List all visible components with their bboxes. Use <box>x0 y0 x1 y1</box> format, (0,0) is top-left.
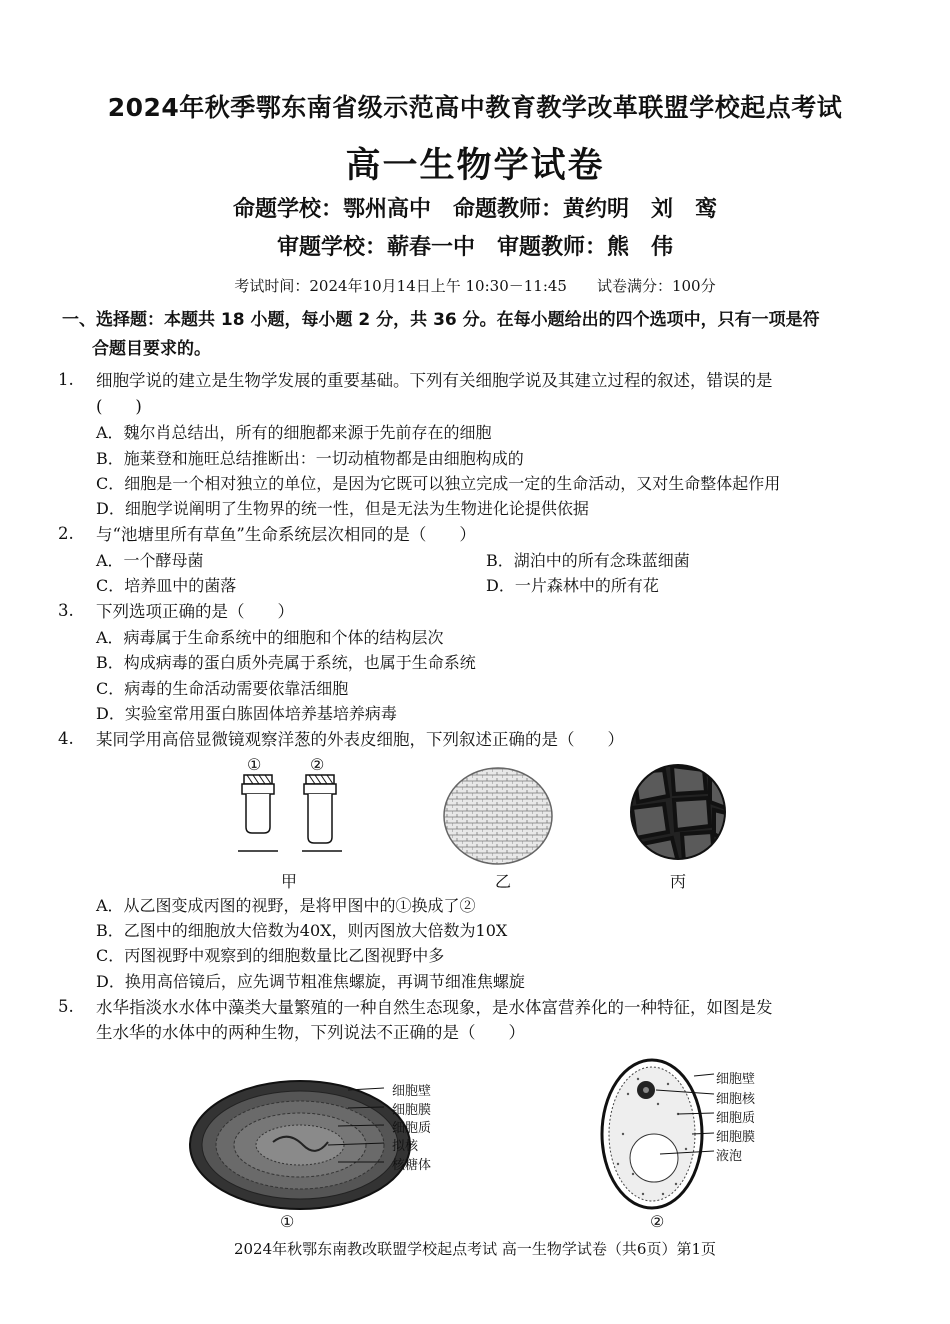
figure-label-bing: 丙 <box>670 872 687 891</box>
label-nucleoid: 拟核 <box>392 1139 419 1154</box>
figure-number-2: ② <box>650 1212 665 1231</box>
label-cell-membrane-2: 细胞膜 <box>716 1130 756 1145</box>
paper-subtitle: 高一生物学试卷 <box>345 146 605 186</box>
option: C．病毒的生命活动需要依靠活细胞 <box>96 679 349 698</box>
option: A．病毒属于生命系统中的细胞和个体的结构层次 <box>96 628 444 647</box>
section-heading <box>62 306 912 364</box>
figure-number-1: ① <box>280 1212 295 1231</box>
option: D．细胞学说阐明了生物界的统一性，但是无法为生物进化论提供依据 <box>96 499 589 518</box>
lens-label-1: ① <box>247 755 262 774</box>
question-number: 1. <box>58 370 74 389</box>
option: D．实验室常用蛋白胨固体培养基培养病毒 <box>96 704 397 723</box>
figure-label-yi: 乙 <box>495 872 512 891</box>
question-stem: 水华指淡水水体中藻类大量繁殖的一种自然生态现象，是水体富营养化的一种特征，如图是发 <box>96 998 773 1017</box>
question-stem: 与“池塘里所有草鱼”生命系统层次相同的是（ ） <box>96 525 476 544</box>
option: A．从乙图变成丙图的视野，是将甲图中的①换成了② <box>96 896 476 915</box>
option: B．施莱登和施旺总结推断出：一切动植物都是由细胞构成的 <box>96 449 524 468</box>
exam-info: 考试时间：2024年10月14日上午 10:30－11:45 试卷满分：100分 <box>234 277 716 295</box>
label-cytoplasm-2: 细胞质 <box>716 1111 756 1126</box>
lens-1 <box>242 775 274 833</box>
option: C．丙图视野中观察到的细胞数量比乙图视野中多 <box>96 946 445 965</box>
question-answer-blank: ( ) <box>96 397 142 416</box>
label-cytoplasm: 细胞质 <box>392 1121 432 1136</box>
option: D．换用高倍镜后，应先调节粗准焦螺旋，再调节细准焦螺旋 <box>96 972 525 991</box>
question-stem: 某同学用高倍显微镜观察洋葱的外表皮细胞，下列叙述正确的是（ ） <box>96 730 624 749</box>
label-cell-wall: 细胞壁 <box>392 1084 432 1099</box>
microscope-view-low <box>442 766 554 866</box>
exam-title: 2024年秋季鄂东南省级示范高中教育教学改革联盟学校起点考试 <box>107 93 843 122</box>
microscope-view-high <box>624 762 732 862</box>
label-nucleus: 细胞核 <box>716 1092 756 1107</box>
section-heading-line-1: 一、选择题：本题共 18 小题，每小题 2 分，共 36 分。在每小题给出的四个选项中，只有一项是符 <box>62 310 820 330</box>
option: D．一片森林中的所有花 <box>486 576 659 595</box>
question-number: 4. <box>58 729 74 748</box>
section-heading-line-2: 合题目要求的。 <box>92 339 211 359</box>
question-number: 5. <box>58 997 74 1016</box>
question-stem: 细胞学说的建立是生物学发展的重要基础。下列有关细胞学说及其建立过程的叙述，错误的是 <box>96 371 773 390</box>
author-line-2: 审题学校：蕲春一中 审题教师：熊 伟 <box>276 235 673 260</box>
label-ribosome: 核糖体 <box>392 1158 432 1173</box>
option: A．魏尔肖总结出，所有的细胞都来源于先前存在的细胞 <box>96 423 492 442</box>
label-vacuole: 液泡 <box>716 1149 743 1164</box>
question-number: 3. <box>58 601 74 620</box>
figure-label-jia: 甲 <box>281 872 298 891</box>
lens-label-2: ② <box>310 755 325 774</box>
page-footer: 2024年秋鄂东南教改联盟学校起点考试 高一生物学试卷（共6页）第1页 <box>233 1240 717 1258</box>
label-cell-wall-2: 细胞壁 <box>716 1072 756 1087</box>
label-cell-membrane: 细胞膜 <box>392 1103 432 1118</box>
eukaryote-diagram <box>598 1054 718 1214</box>
question-number: 2. <box>58 524 74 543</box>
option: B．湖泊中的所有念珠蓝细菌 <box>486 551 690 570</box>
option: B．构成病毒的蛋白质外壳属于系统，也属于生命系统 <box>96 653 476 672</box>
author-line-1: 命题学校：鄂州高中 命题教师：黄约明 刘 鸾 <box>232 197 717 222</box>
question-stem-continued: 生水华的水体中的两种生物，下列说法不正确的是（ ） <box>96 1023 525 1042</box>
option: B．乙图中的细胞放大倍数为40X，则丙图放大倍数为10X <box>96 921 508 940</box>
option: A．一个酵母菌 <box>96 551 204 570</box>
option: C．细胞是一个相对独立的单位，是因为它既可以独立完成一定的生命活动，又对生命整体起作用 <box>96 474 781 493</box>
question-stem: 下列选项正确的是（ ） <box>96 602 294 621</box>
option: C．培养皿中的菌落 <box>96 576 237 595</box>
lens-2 <box>304 775 336 843</box>
